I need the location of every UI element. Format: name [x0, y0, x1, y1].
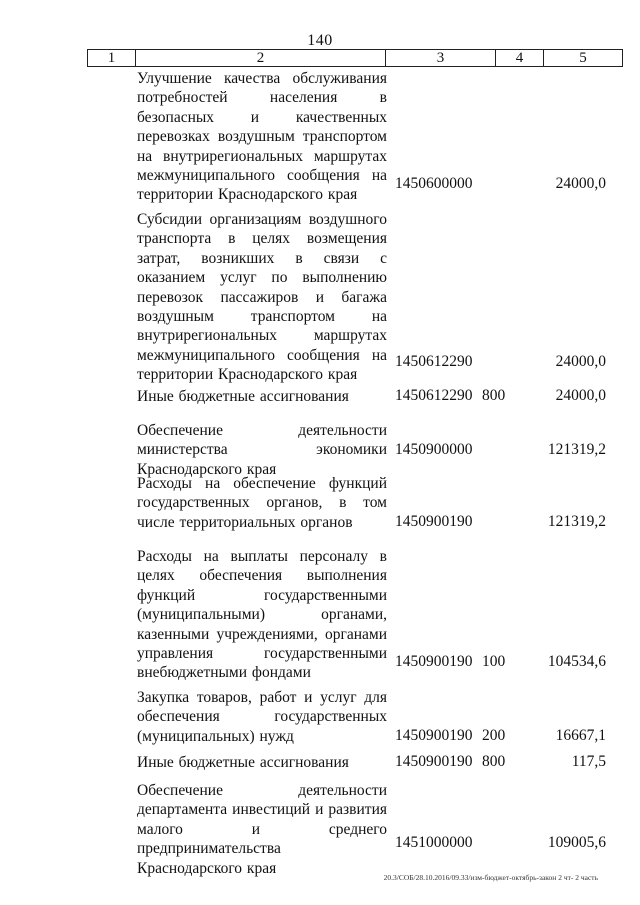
row-amount: 121319,2	[547, 513, 606, 530]
row-description: Обеспечение деятельности департамента инвестиций и развития малого и среднего предпринимательства Краснодарского края	[137, 782, 387, 877]
row-code: 1450900190	[395, 513, 473, 530]
header-col-1: 1	[88, 50, 136, 66]
row-description: Иные бюджетные ассигнования	[137, 388, 349, 405]
header-col-4: 4	[496, 50, 544, 66]
header-col-5: 5	[579, 50, 587, 66]
row-description: Закупка товаров, работ и услуг для обеспечения государственных (муниципальных) нужд	[137, 689, 387, 745]
row-code: 1450900190	[395, 653, 473, 670]
row-code: 1450600000	[395, 175, 473, 192]
row-expense-type: 800	[482, 753, 506, 770]
row-description: Улучшение качества обслуживания потребностей населения в безопасных и качественных перевозках воздушным транспортом на внутрирегиональных маршрутах межмуниципального сообщения на территории Краснодарского края	[137, 70, 387, 204]
table-header	[87, 49, 623, 67]
row-description: Субсидии организациям воздушного транспорта в целях возмещения затрат, возникших в связи с оказанием услуг по выполнению перевозок пассажиров и багажа воздушным транспортом на внутрирегиональных маршрутах межмуниципального сообщения на территории Краснодарского края	[137, 211, 387, 384]
row-amount: 117,5	[571, 753, 606, 770]
header-col-3: 3	[386, 50, 496, 66]
row-expense-type: 800	[482, 387, 506, 404]
row-amount: 16667,1	[555, 727, 606, 744]
row-description: Обеспечение деятельности министерства экономики Краснодарского края	[137, 422, 387, 478]
row-description: Иные бюджетные ассигнования	[137, 754, 349, 771]
row-expense-type: 200	[482, 727, 506, 744]
document-footer: 20.3/СОБ/28.10.2016/09.33/изм-бюджет-октябрь-закон 2 чт- 2 часть	[383, 873, 598, 882]
row-code: 1450900190	[395, 727, 473, 744]
page-number: 140	[307, 32, 333, 49]
row-description: Расходы на обеспечение функций государственных органов, в том числе территориальных органов	[137, 475, 387, 531]
row-description: Расходы на выплаты персоналу в целях обеспечения выполнения функций государственными (муниципальными) органами, казенными учреждениями, органами управления государственными внебюджетными фондами	[137, 548, 387, 682]
header-col-2: 2	[136, 50, 386, 66]
row-amount: 24000,0	[555, 353, 606, 370]
row-amount: 24000,0	[555, 387, 606, 404]
row-code: 1450612290	[395, 353, 473, 370]
row-amount: 104534,6	[547, 653, 606, 670]
row-code: 1450612290	[395, 387, 473, 404]
row-amount: 109005,6	[547, 834, 606, 851]
row-amount: 121319,2	[547, 441, 606, 458]
row-expense-type: 100	[482, 653, 506, 670]
row-amount: 24000,0	[555, 175, 606, 192]
row-code: 1451000000	[395, 834, 473, 851]
row-code: 1450900000	[395, 441, 473, 458]
row-code: 1450900190	[395, 753, 473, 770]
